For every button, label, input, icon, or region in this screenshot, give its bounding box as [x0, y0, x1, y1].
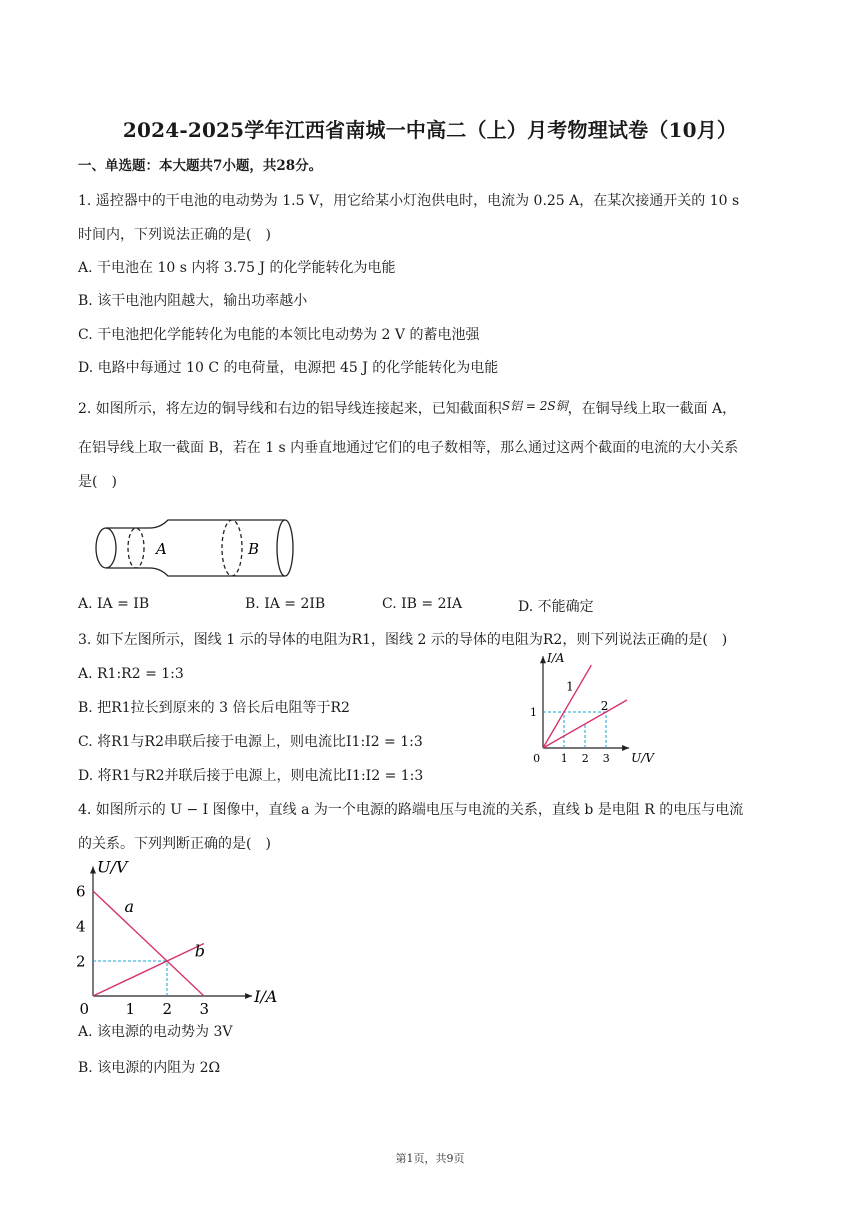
series-line-b: [93, 941, 205, 997]
y-axis-label: U/V: [97, 857, 128, 877]
q1-option-b: B. 该干电池内阻越大，输出功率越小: [78, 293, 308, 309]
q2-option-d: D. 不能确定: [518, 599, 594, 615]
q4-stem-line1: 4. 如图所示的 U − I 图像中，直线 a 为一个电源的路端电压与电流的关系，直线 b 是电阻 R 的电压与电流: [78, 802, 744, 818]
q1-option-a: A. 干电池在 10 s 内将 3.75 J 的化学能转化为电能: [78, 260, 396, 276]
page-footer: 第1页，共9页: [395, 1152, 465, 1165]
y-tick-label: 2: [76, 952, 86, 971]
fig-label-a: A: [156, 540, 167, 558]
series-label-2: 2: [600, 699, 609, 714]
q2-stem-line1: [78, 396, 736, 419]
series-label-1: 1: [566, 679, 574, 694]
y-axis-arrow: [90, 867, 96, 874]
aluminum-wire-right-end: [277, 520, 293, 576]
q1-stem-line1: 1. 遥控器中的干电池的电动势为 1.5 V，用它给某小灯泡供电时，电流为 0.25 A，在某次接通开关的 10 s: [78, 193, 740, 209]
x-axis-label: I/A: [254, 987, 278, 1006]
q3-option-c: C. 将R1与R2串联后接于电源上，则电流比I1:I2 = 1:3: [78, 734, 423, 750]
q2-option-b: B. IA = 2IB: [245, 596, 326, 612]
x-tick-label: 0: [79, 1000, 90, 1018]
series-line-1: [543, 665, 591, 748]
copper-wire-left-end: [96, 528, 116, 568]
page-title: 2024-2025学年江西省南城一中高二（上）月考物理试卷（10月）: [122, 118, 738, 142]
q4-option-a: A. 该电源的电动势为 3V: [78, 1024, 233, 1040]
x-tick-label: 3: [199, 1000, 210, 1018]
q3-stem: 3. 如下左图所示，图线 1 示的导体的电阻为R1，图线 2 示的导体的电阻为R2，则下列说法正确的是( ): [78, 632, 728, 648]
x-tick-label: 1: [125, 1000, 136, 1018]
q2-option-c: C. IB = 2IA: [382, 596, 463, 612]
y-tick-label: 1: [530, 705, 537, 719]
section-b-ellipse: [222, 520, 242, 576]
q2-stem-part2: ，在铜导线上取一截面 A，: [567, 401, 737, 417]
q1-option-d: D. 电路中每通过 10 C 的电荷量，电源把 45 J 的化学能转化为电能: [78, 360, 499, 376]
wire-bottom-outline: [106, 568, 285, 576]
q3-option-b: B. 把R1拉长到原来的 3 倍长后电阻等于R2: [78, 700, 350, 716]
q3-option-d: D. 将R1与R2并联后接于电源上，则电流比I1:I2 = 1:3: [78, 768, 424, 784]
fig-label-b: B: [248, 540, 260, 558]
x-axis-arrow: [245, 993, 252, 999]
q3-option-a: A. R1:R2 = 1:3: [78, 666, 184, 682]
q2-area-formula: S铝 = 2S铜: [501, 399, 568, 413]
q4-option-b: B. 该电源的内阻为 2Ω: [78, 1060, 221, 1076]
q2-stem-part1: 2. 如图所示，将左边的铜导线和右边的铝导线连接起来，已知截面积: [78, 401, 502, 417]
section-a-ellipse: [128, 528, 144, 568]
section-heading: 一、单选题：本大题共7小题，共28分。: [78, 158, 323, 174]
x-tick-label: 0: [533, 752, 541, 765]
x-axis-arrow: [622, 745, 629, 751]
i-u-graph: [525, 648, 654, 768]
series-label-b: b: [194, 941, 205, 961]
y-tick-label: 6: [76, 882, 86, 901]
q4-stem-line2: 的关系。下列判断正确的是( ): [78, 836, 271, 852]
y-axis-label: I/A: [547, 651, 565, 666]
x-tick-label: 2: [581, 752, 589, 765]
q2-stem-line2: 在铝导线上取一截面 B，若在 1 s 内垂直地通过它们的电子数相等，那么通过这两个截面的电流的大小关系: [78, 440, 739, 456]
u-i-graph: [75, 856, 280, 1018]
x-tick-label: 3: [602, 752, 610, 765]
x-tick-label: 1: [560, 752, 568, 765]
x-axis-label: U/V: [631, 751, 654, 765]
q1-stem-line2: 时间内，下列说法正确的是( ): [78, 227, 271, 243]
series-line-a: [93, 891, 204, 996]
q2-stem-line3: 是( ): [78, 474, 117, 490]
y-tick-label: 4: [76, 917, 86, 936]
wire-top-outline: [106, 520, 285, 528]
y-axis-arrow: [540, 656, 546, 663]
wire-diagram: [90, 512, 300, 584]
series-label-a: a: [124, 897, 134, 916]
x-tick-label: 2: [162, 1000, 173, 1018]
q2-option-a: A. IA = IB: [78, 596, 150, 612]
q1-option-c: C. 干电池把化学能转化为电能的本领比电动势为 2 V 的蓄电池强: [78, 327, 480, 343]
